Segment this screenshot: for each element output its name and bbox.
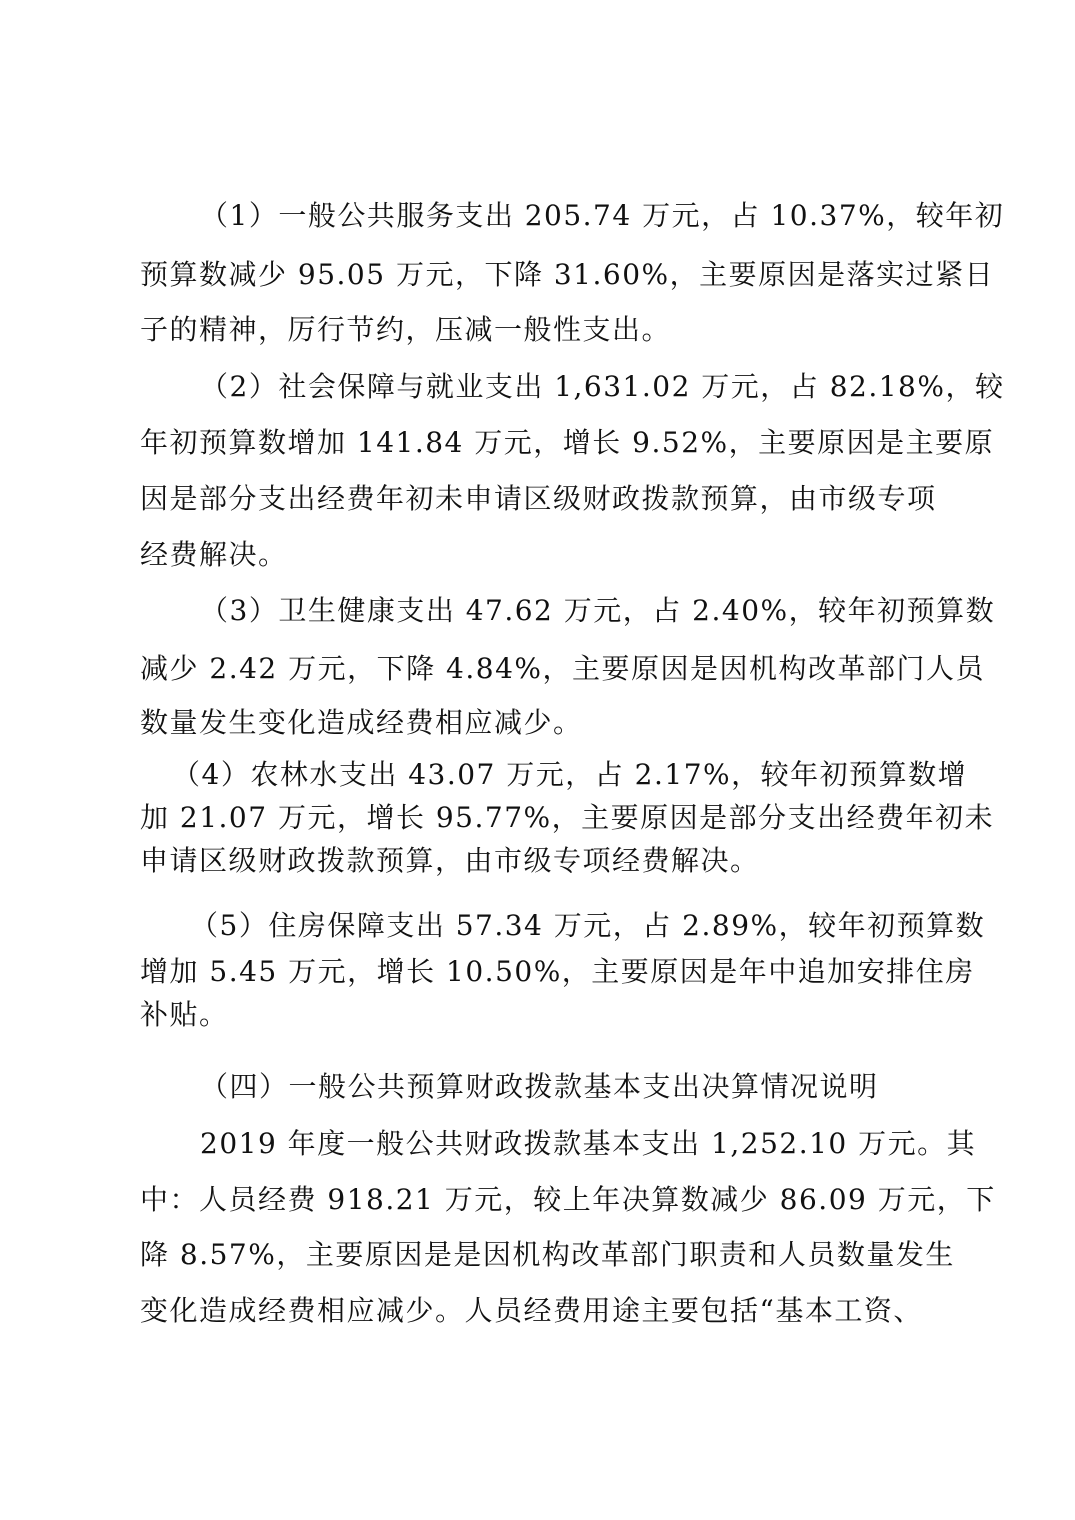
paragraph-5-line-3: 补贴。 xyxy=(140,998,229,1031)
paragraph-3-line-3: 数量发生变化造成经费相应减少。 xyxy=(140,706,583,739)
paragraph-5-line-1: （5）住房保障支出 57.34 万元，占 2.89%，较年初预算数 xyxy=(190,909,986,942)
paragraph-2-line-1: （2）社会保障与就业支出 1,631.02 万元，占 82.18%，较 xyxy=(200,370,1005,403)
paragraph-6-line-4: 变化造成经费相应减少。人员经费用途主要包括“基本工资、 xyxy=(140,1294,923,1327)
paragraph-3-line-2: 减少 2.42 万元，下降 4.84%，主要原因是因机构改革部门人员 xyxy=(140,652,985,685)
paragraph-6-line-2: 中：人员经费 918.21 万元，较上年决算数减少 86.09 万元，下 xyxy=(140,1183,996,1216)
paragraph-6-line-3: 降 8.57%，主要原因是是因机构改革部门职责和人员数量发生 xyxy=(140,1238,955,1271)
paragraph-1-line-3: 子的精神，厉行节约，压减一般性支出。 xyxy=(140,313,672,346)
paragraph-2-line-2: 年初预算数增加 141.84 万元，增长 9.52%，主要原因是主要原 xyxy=(140,426,995,459)
paragraph-1-line-2: 预算数减少 95.05 万元，下降 31.60%，主要原因是落实过紧日 xyxy=(140,258,995,291)
paragraph-3-line-1: （3）卫生健康支出 47.62 万元，占 2.40%，较年初预算数 xyxy=(200,594,996,627)
paragraph-4-line-1: （4）农林水支出 43.07 万元，占 2.17%，较年初预算数增 xyxy=(172,758,968,791)
section-heading: （四）一般公共预算财政拨款基本支出决算情况说明 xyxy=(200,1070,879,1103)
paragraph-4-line-2: 加 21.07 万元，增长 95.77%，主要原因是部分支出经费年初未 xyxy=(140,801,995,834)
paragraph-1-line-1: （1）一般公共服务支出 205.74 万元，占 10.37%，较年初 xyxy=(200,199,1005,232)
paragraph-2-line-4: 经费解决。 xyxy=(140,538,288,571)
paragraph-5-line-2: 增加 5.45 万元，增长 10.50%，主要原因是年中追加安排住房 xyxy=(140,955,975,988)
paragraph-4-line-3: 申请区级财政拨款预算，由市级专项经费解决。 xyxy=(140,844,760,877)
paragraph-6-line-1: 2019 年度一般公共财政拨款基本支出 1,252.10 万元。其 xyxy=(200,1127,977,1160)
paragraph-2-line-3: 因是部分支出经费年初未申请区级财政拨款预算，由市级专项 xyxy=(140,482,937,515)
